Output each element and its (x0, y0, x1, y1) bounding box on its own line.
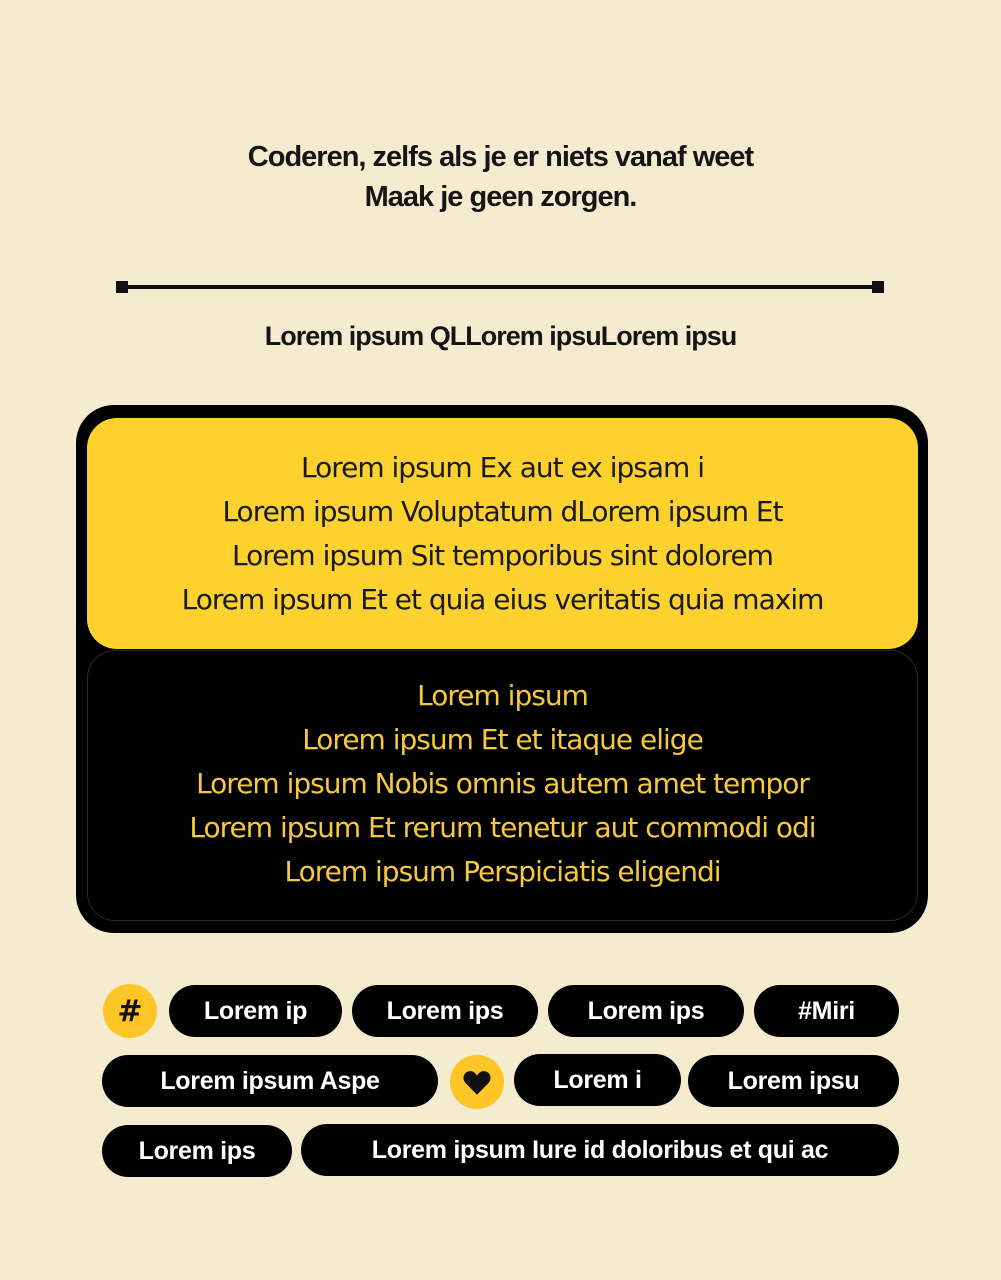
tag-lorem-ipsu[interactable] (688, 1055, 899, 1107)
tag-label: #Miri (798, 996, 855, 1025)
black-panel-line-5: Lorem ipsum Perspiciatis eligendi (284, 855, 721, 888)
tag-lorem-i[interactable] (514, 1054, 681, 1106)
yellow-panel-line-3: Lorem ipsum Sit temporibus sint dolorem (232, 539, 773, 572)
tag-miri[interactable] (754, 985, 899, 1037)
tag-lorem-ipsum-aspe[interactable] (102, 1055, 438, 1107)
headline (0, 137, 1001, 217)
tag-label: Lorem ipsum Iure id doloribus et qui ac (371, 1135, 829, 1164)
subtitle: Lorem ipsum QLLorem ipsuLorem ipsu (264, 321, 737, 351)
tag-label: Lorem ip (203, 996, 308, 1025)
tag-label: Lorem ips (138, 1136, 256, 1165)
black-panel (87, 650, 918, 921)
yellow-panel-line-4: Lorem ipsum Et et quia eius veritatis quia maxim (181, 583, 824, 616)
yellow-panel-line-1: Lorem ipsum Ex aut ex ipsam i (300, 451, 704, 484)
black-panel-line-4: Lorem ipsum Et rerum tenetur aut commodi odi (189, 811, 816, 844)
yellow-panel-line-2: Lorem ipsum Voluptatum dLorem ipsum Et (222, 495, 783, 528)
black-panel-line-1: Lorem ipsum (417, 679, 588, 712)
black-panel-line-3: Lorem ipsum Nobis omnis autem amet tempor (196, 767, 809, 800)
tag-label: Lorem i (553, 1065, 642, 1094)
tag-lorem-ipsum-iure[interactable] (301, 1124, 899, 1176)
hash-icon[interactable] (103, 984, 157, 1038)
hash-symbol: # (117, 993, 143, 1029)
tag-lorem-ips-1[interactable] (352, 985, 538, 1037)
tag-lorem-ip[interactable] (169, 985, 342, 1037)
tag-lorem-ips-2[interactable] (548, 985, 744, 1037)
tag-label: Lorem ips (587, 996, 705, 1025)
divider (116, 281, 884, 293)
headline-line-1: Coderen, zelfs als je er niets vanaf weet (247, 141, 754, 173)
tag-lorem-ips-3[interactable] (102, 1125, 292, 1177)
divider-cap-left (116, 281, 128, 293)
heart-shape (462, 1069, 492, 1096)
tag-label: Lorem ips (386, 996, 504, 1025)
heart-icon[interactable] (450, 1055, 504, 1109)
headline-line-2: Maak je geen zorgen. (364, 181, 637, 213)
black-panel-line-2: Lorem ipsum Et et itaque elige (302, 723, 703, 756)
divider-line (122, 285, 878, 289)
divider-cap-right (872, 281, 884, 293)
yellow-panel (87, 418, 918, 649)
tag-label: Lorem ipsu (727, 1066, 860, 1095)
tag-label: Lorem ipsum Aspe (160, 1066, 380, 1095)
